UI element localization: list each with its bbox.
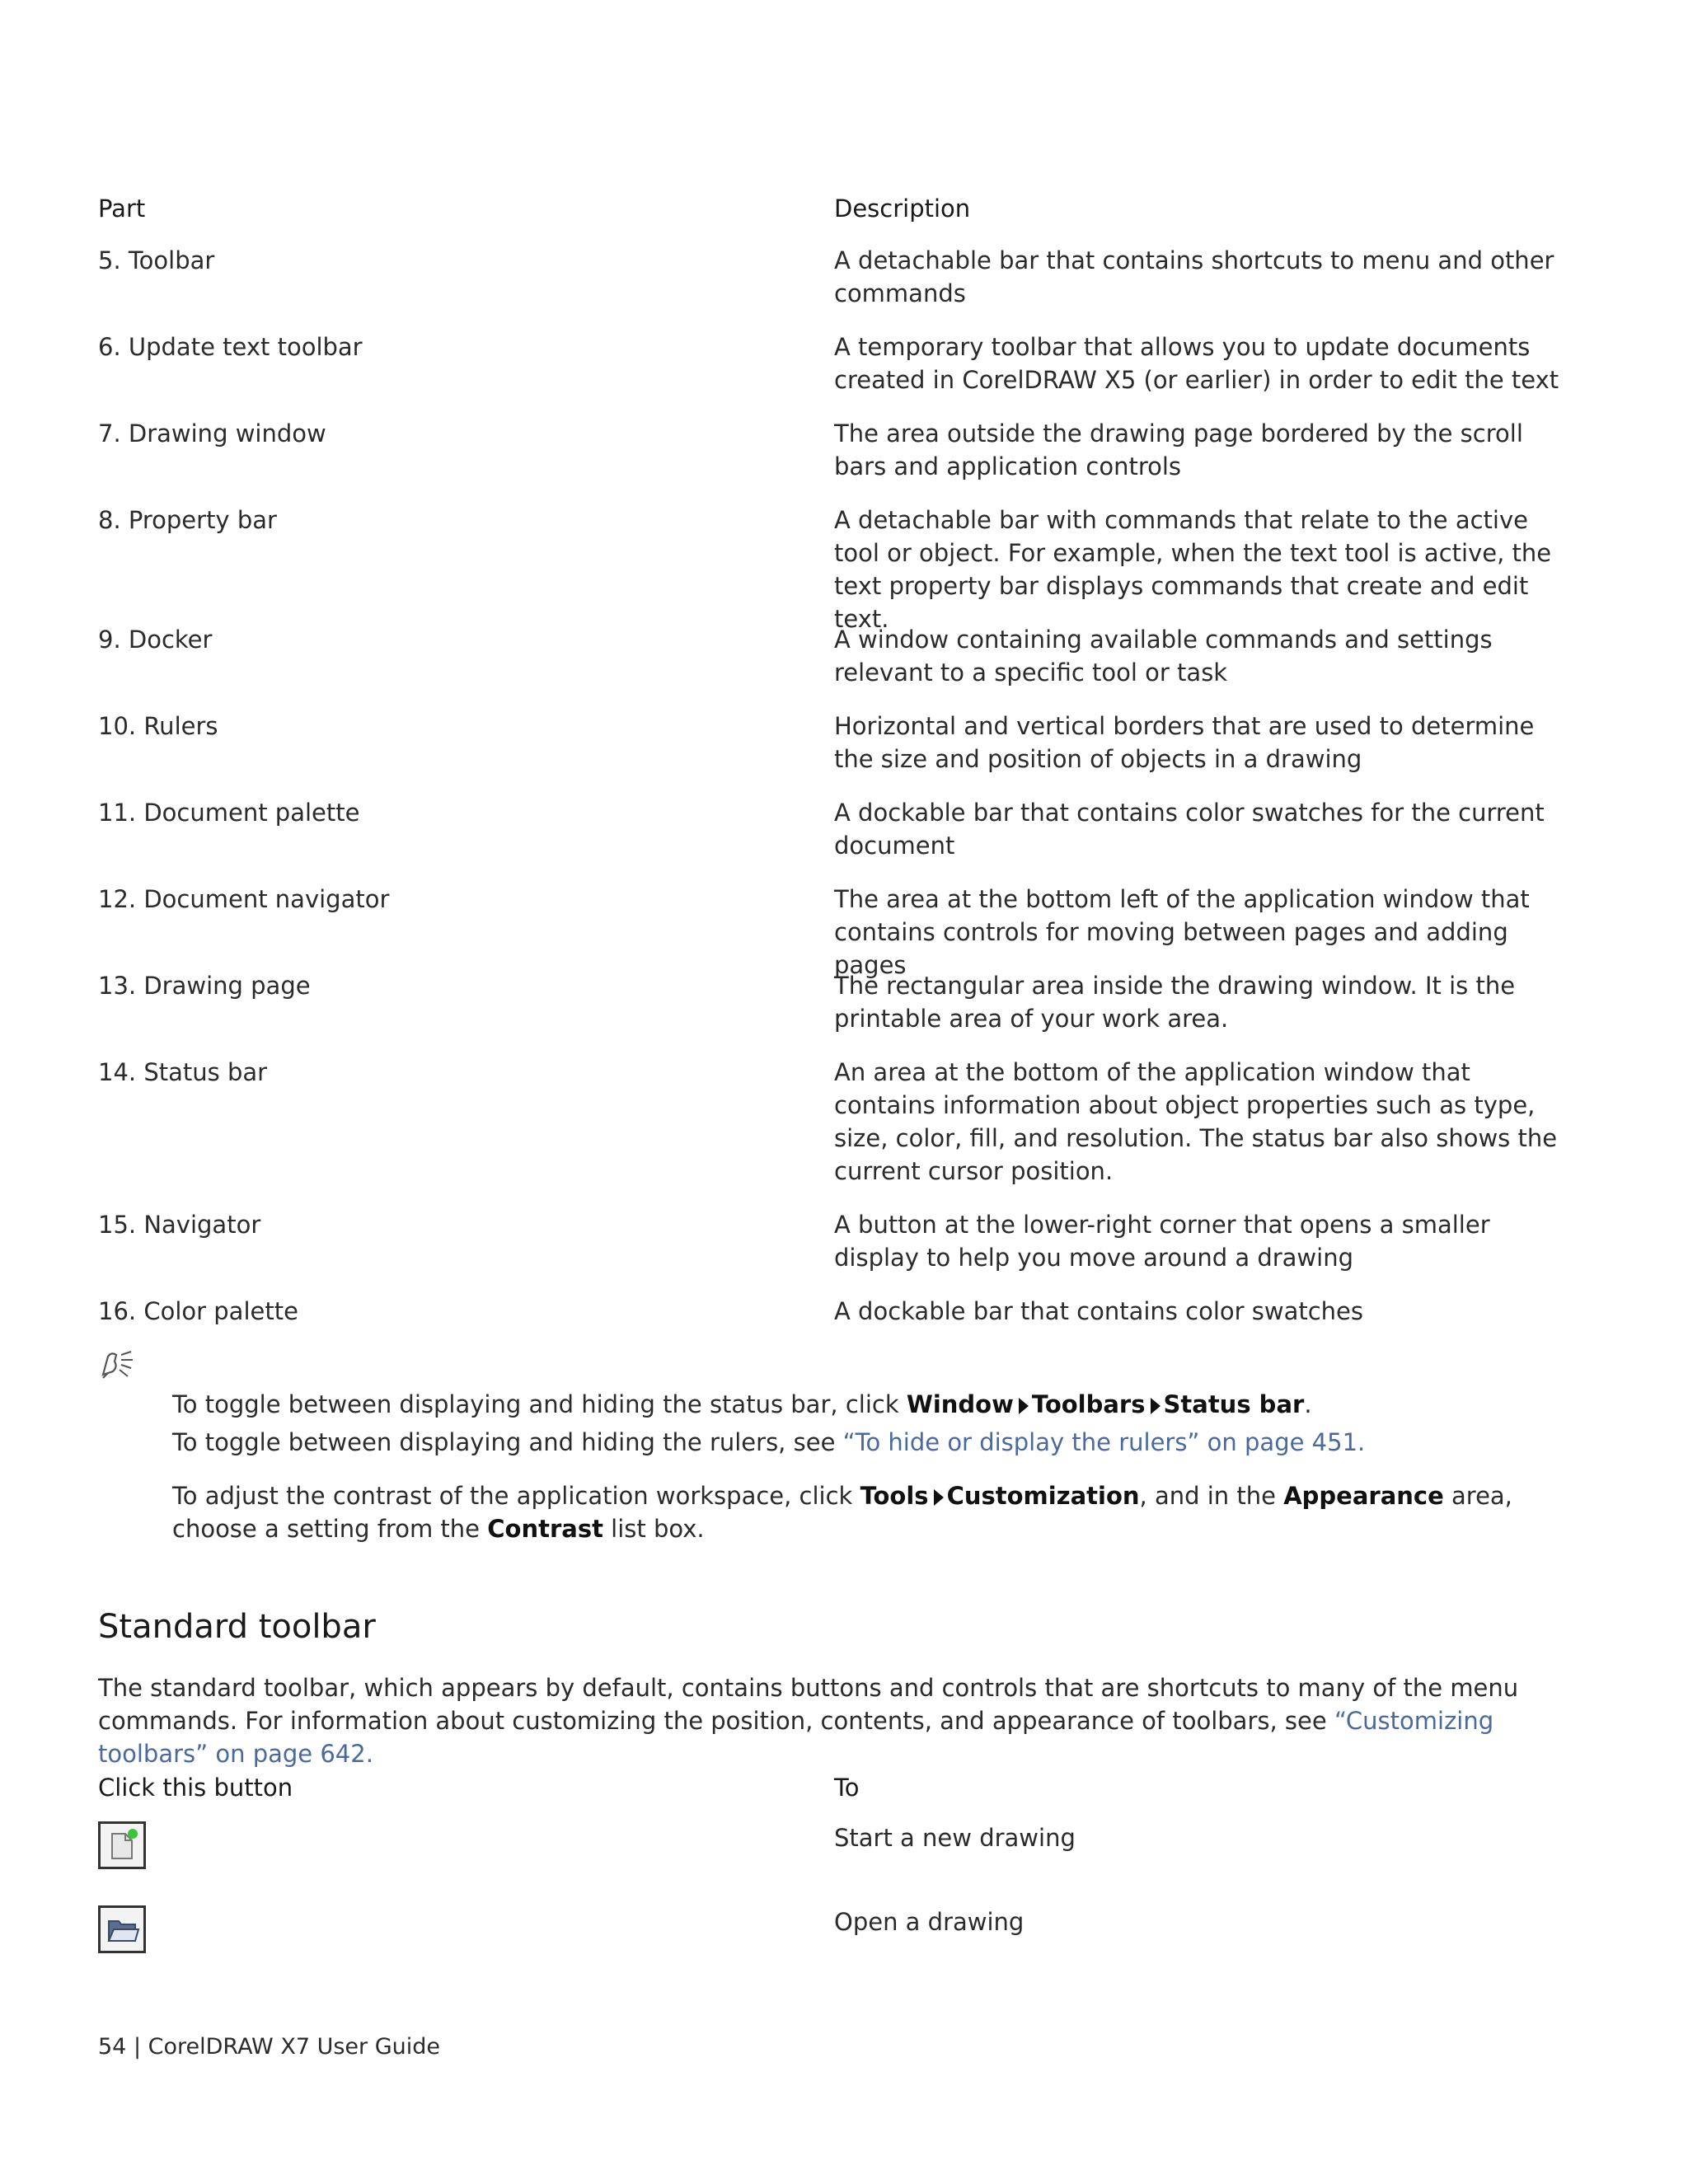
menu-tools: Tools xyxy=(860,1482,929,1510)
part-description: A detachable bar with commands that relate to the active tool or object. For example, when the text tool is active, the text property bar displays commands that create and edit text. xyxy=(834,506,1552,633)
part-name: 5. Toolbar xyxy=(98,246,215,274)
menu-toolbars: Toolbars xyxy=(1031,1390,1146,1418)
note-text: To toggle between displaying and hiding the status bar, click xyxy=(172,1390,907,1418)
menu-customization: Customization xyxy=(946,1482,1140,1510)
part-description: A detachable bar that contains shortcuts to menu and other commands xyxy=(834,246,1554,307)
table-header-button: Click this button xyxy=(98,1774,293,1802)
note-contrast xyxy=(172,1479,1573,1545)
table-header-description: Description xyxy=(834,194,971,223)
part-description: A temporary toolbar that allows you to update documents created in CorelDRAW X5 (or earlier) in order to edit the text xyxy=(834,333,1559,394)
note-text: , and in the xyxy=(1139,1482,1284,1510)
paragraph-text: The standard toolbar, which appears by default, contains buttons and controls that are shortcuts to many of the menu commands. For information about customizing the position, contents, and appearance of toolbars, see xyxy=(98,1674,1519,1735)
action-description: Start a new drawing xyxy=(834,1824,1076,1852)
menu-arrow-icon xyxy=(1019,1398,1029,1414)
part-description: The area at the bottom left of the application window that contains controls for moving between pages and adding pages xyxy=(834,885,1530,979)
rulers-link[interactable]: “To hide or display the rulers” on page 451. xyxy=(842,1428,1366,1456)
menu-arrow-icon xyxy=(934,1489,944,1506)
part-name: 14. Status bar xyxy=(98,1058,268,1086)
part-description: Horizontal and vertical borders that are used to determine the size and position of objects in a drawing xyxy=(834,712,1535,773)
note-status-bar xyxy=(172,1388,1573,1421)
part-name: 15. Navigator xyxy=(98,1211,261,1239)
part-description: A dockable bar that contains color swatches for the current document xyxy=(834,799,1545,860)
part-name: 10. Rulers xyxy=(98,712,218,740)
table-header-part: Part xyxy=(98,194,146,223)
part-name: 9. Docker xyxy=(98,626,213,654)
note-rulers xyxy=(172,1426,1573,1459)
part-description: A dockable bar that contains color swatches xyxy=(834,1297,1364,1325)
part-name: 6. Update text toolbar xyxy=(98,333,363,361)
customizing-toolbars-link[interactable]: “Customizing toolbars” on page 642. xyxy=(98,1707,1494,1768)
part-description: A window containing available commands and settings relevant to a specific tool or task xyxy=(834,626,1493,687)
part-description: An area at the bottom of the application window that contains information about object properties such as type, size, color, fill, and resolution. The status bar also shows the current cursor position. xyxy=(834,1058,1558,1185)
note-icon xyxy=(98,1348,136,1381)
contrast-label: Contrast xyxy=(487,1515,603,1543)
appearance-label: Appearance xyxy=(1283,1482,1444,1510)
note-text: area, choose a setting from the xyxy=(172,1482,1512,1543)
part-name: 13. Drawing page xyxy=(98,972,311,1000)
note-text: . xyxy=(1304,1390,1312,1418)
part-description: The rectangular area inside the drawing window. It is the printable area of your work area. xyxy=(834,972,1516,1033)
new-drawing-icon[interactable] xyxy=(98,1821,146,1869)
part-name: 11. Document palette xyxy=(98,799,360,827)
part-description: A button at the lower-right corner that opens a smaller display to help you move around a drawing xyxy=(834,1211,1490,1272)
part-name: 8. Property bar xyxy=(98,506,277,534)
menu-status-bar: Status bar xyxy=(1163,1390,1305,1418)
part-name: 16. Color palette xyxy=(98,1297,298,1325)
part-description: The area outside the drawing page bordered by the scroll bars and application controls xyxy=(834,419,1523,480)
action-description: Open a drawing xyxy=(834,1908,1025,1936)
part-name: 12. Document navigator xyxy=(98,885,390,913)
note-text: list box. xyxy=(603,1515,705,1543)
menu-arrow-icon xyxy=(1151,1398,1160,1414)
menu-window: Window xyxy=(906,1390,1014,1418)
part-name: 7. Drawing window xyxy=(98,419,326,448)
section-paragraph xyxy=(98,1671,1598,1770)
note-text: To toggle between displaying and hiding the rulers, see xyxy=(172,1428,843,1456)
open-drawing-icon[interactable] xyxy=(98,1905,146,1953)
section-title: Standard toolbar xyxy=(98,1608,376,1646)
note-text: To adjust the contrast of the application workspace, click xyxy=(172,1482,860,1510)
table-header-to: To xyxy=(834,1774,860,1802)
page-footer: 54 | CorelDRAW X7 User Guide xyxy=(98,2034,441,2060)
